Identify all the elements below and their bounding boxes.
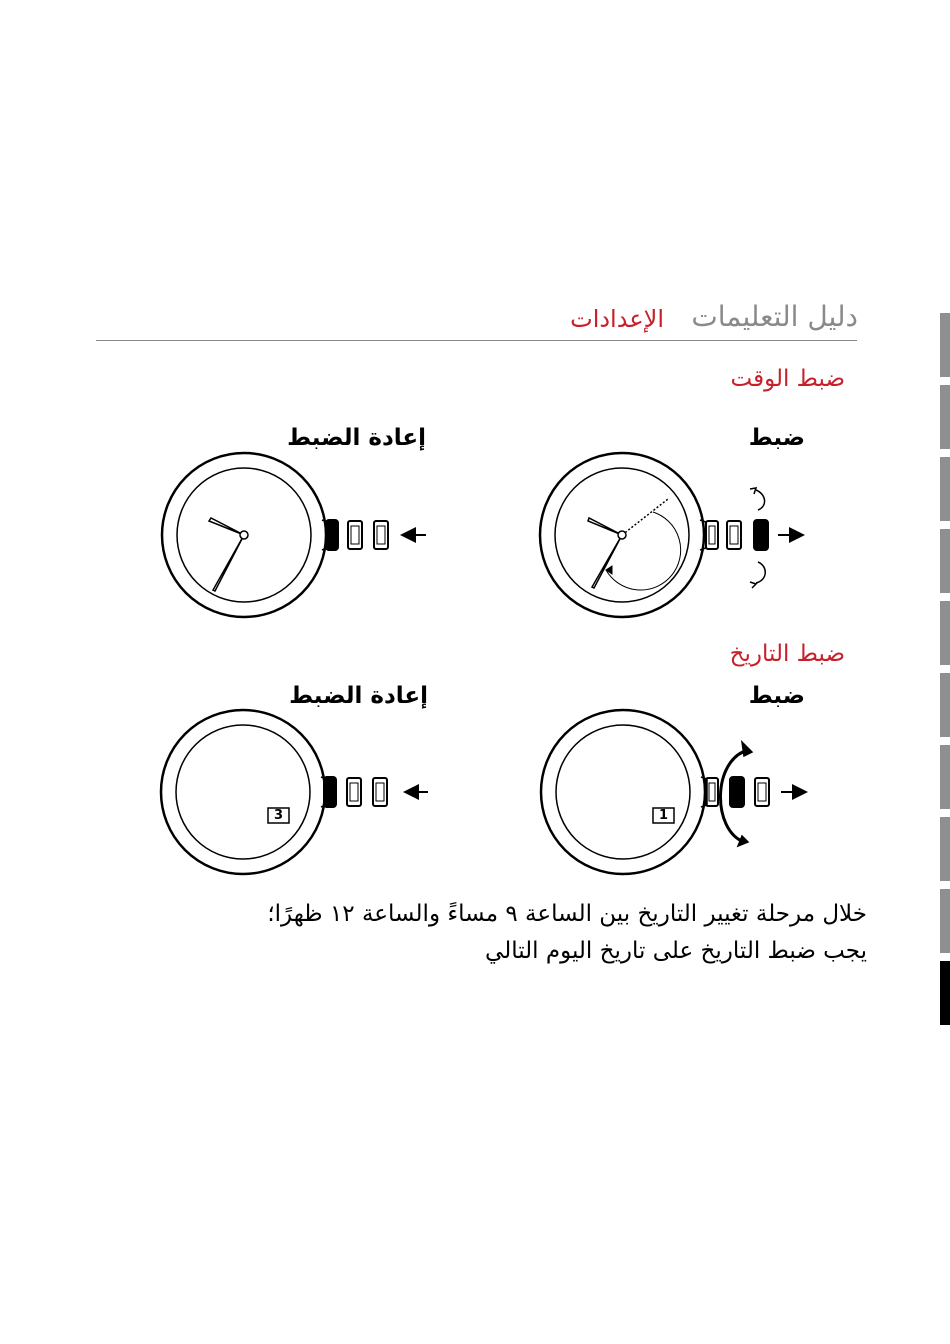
minute-hand <box>592 535 622 588</box>
rotate-down-icon <box>756 562 765 583</box>
hour-hand <box>209 518 244 535</box>
crown-position-2 <box>755 778 769 806</box>
crown-pulled <box>754 520 768 550</box>
crown-position-0 <box>706 778 718 806</box>
note-line-2: يجب ضبط التاريخ على تاريخ اليوم التالي <box>485 938 867 964</box>
minute-hand <box>213 535 244 591</box>
set-date-value: 1 <box>658 808 669 823</box>
crown-pulled <box>730 777 744 807</box>
crown-position-2 <box>374 521 388 549</box>
manual-title: دليل التعليمات <box>691 300 858 333</box>
rotate-up-icon <box>756 490 765 510</box>
date-set-label: ضبط <box>748 683 805 709</box>
rotation-arc <box>606 512 681 590</box>
note-line-1: خلال مرحلة تغيير التاريخ بين الساعة ٩ مساءً والساعة ١٢ ظهرًا؛ <box>267 901 867 927</box>
crown-position-1 <box>348 521 362 549</box>
watch-time-reset <box>162 453 426 617</box>
reset-date-value: 3 <box>273 808 284 823</box>
watch-time-set <box>540 453 803 617</box>
section-title: الإعدادات <box>570 305 664 333</box>
date-reset-label: إعادة الضبط <box>289 683 428 709</box>
minute-hand-ghost <box>622 499 668 535</box>
crown-position-0 <box>706 521 718 549</box>
crown-position-2 <box>373 778 387 806</box>
time-setting-title: ضبط الوقت <box>730 366 845 392</box>
watch-date-set <box>541 710 806 874</box>
date-setting-title: ضبط التاريخ <box>729 641 845 667</box>
date-change-note <box>167 896 867 970</box>
crown-position-1 <box>727 521 741 549</box>
time-set-label: ضبط <box>748 425 805 451</box>
watch-dial <box>176 725 310 859</box>
hour-hand <box>588 518 622 535</box>
time-reset-label: إعادة الضبط <box>287 425 426 451</box>
crown-pushed <box>324 777 336 807</box>
crown-position-1 <box>347 778 361 806</box>
watch-case <box>161 710 325 874</box>
watch-case <box>541 710 705 874</box>
crown-pushed <box>326 520 338 550</box>
watch-dial <box>556 725 690 859</box>
watch-date-reset <box>161 710 428 874</box>
